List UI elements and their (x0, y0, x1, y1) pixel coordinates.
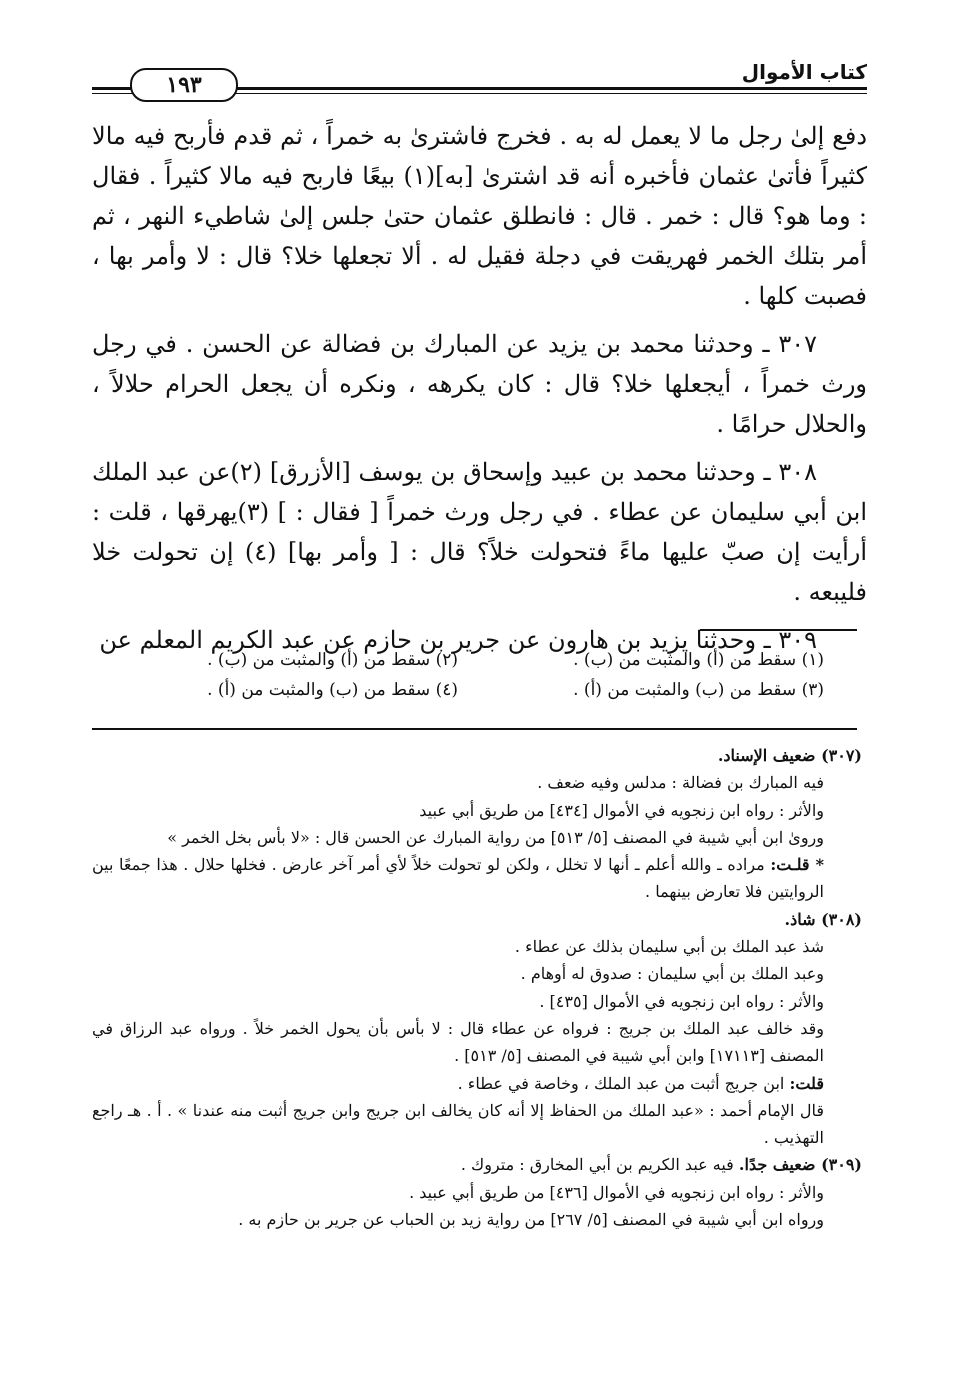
commentary (92, 742, 862, 1233)
heading-307: (٣٠٧) ضعيف الإسناد. (717, 746, 862, 765)
note-308-2: وعبد الملك بن أبي سليمان : صدوق له أوهام . (520, 964, 824, 984)
footnote-2: (٢) سقط من (أ) والمثبت من (ب) . (207, 650, 458, 670)
book-title: كتاب الأموال (741, 60, 867, 84)
footnote-1: (١) سقط من (أ) والمثبت من (ب) . (573, 650, 824, 670)
note-309-1: والأثر : رواه ابن زنجويه في الأموال [٤٣٦] من طريق أبي عبيد . (409, 1182, 824, 1202)
note-309-0: فيه عبد الكريم بن أبي المخارق : متروك . (460, 1155, 734, 1175)
note-text: ابن جريج أثبت من عبد الملك ، وخاصة في عطاء . (457, 1073, 785, 1093)
paragraph-continued: دفع إلىٰ رجل ما لا يعمل له به . فخرج فاشترىٰ به خمراً ، ثم قدم فأربح فيه مالا كثيراً فأتىٰ عثمان فأخبره أنه قد اشترىٰ [به](١) بيعًا فاربح فيه مالا كثيراً . فقال : وما هو؟ قال : خمر . قال : فانطلق عثمان حتىٰ جلس إلىٰ شاطيء النهر ، ثم أمر بتلك الخمر فهريقت في دجلة فقيل له . ألا تجعلها خلا؟ قال : لا وأمر بها ، فصبت كلها . (92, 122, 868, 310)
note-text: مراده ـ والله أعلم ـ أنها لا تخلل ، ولكن لو تحولت خلاً لأي أمر آخر عارض . فخلها حلال . هذا جمعًا بين الروايتين فلا تعارض بينهما . (92, 855, 824, 902)
heading-309: (٣٠٩) ضعيف جدًا. (738, 1155, 862, 1175)
page-number: ١٩٣ (130, 68, 238, 102)
note-308-1: شذ عبد الملك بن أبي سليمان بذلك عن عطاء . (514, 937, 824, 957)
note-308-4: وقد خالف عبد الملك بن جريج : فرواه عن عطاء قال : لا بأس بأن يحول الخمر خلاً . ورواه عبد الرزاق في المصنف [١٧١١٣] وابن أبي شيبة في المصنف [٥/ ٥١٣] . (92, 1018, 824, 1066)
hadith-308: ٣٠٨ ـ وحدثنا محمد بن عبيد وإسحاق بن يوسف [الأزرق] (٢)عن عبد الملك ابن أبي سليمان عن عطاء . في رجل ورث خمراً [ فقال : ] (٣)يهرقها ، قلت : أرأيت إن صبّ عليها ماءً فتحولت خلاً؟ قال : [ وأمر بها] (٤) إن تحولت خلا فليبعه . (92, 458, 867, 606)
note-307-3: ورویٰ ابن أبي شيبة في المصنف [٥/ ٥١٣] من رواية المبارك عن الحسن قال : «لا بأس بخل الخمر » (167, 827, 824, 847)
main-text (92, 116, 867, 668)
commentary-separator (92, 728, 857, 730)
heading-309-line (92, 1151, 862, 1178)
footnotes (92, 645, 862, 705)
hadith-309: ٣٠٩ ـ وحدثنا يزيد بن هارون عن جرير بن حازم عن عبد الكريم المعلم عن (99, 626, 817, 654)
note-308-6: قال الإمام أحمد : «عبد الملك من الحفاظ إلا أنه كان يخالف ابن جريج وابن جريج أثبت منه عندنا » . أ . هـ راجع التهذيب . (92, 1100, 824, 1148)
note-label: * قلـت: (770, 855, 825, 875)
footnote-3: (٣) سقط من (ب) والمثبت من (أ) . (573, 680, 824, 700)
footnote-separator (700, 629, 857, 631)
page-header (92, 58, 867, 100)
heading-308: (٣٠٨) شاذ. (784, 909, 862, 929)
note-308-5 (92, 1070, 862, 1097)
note-307-2: والأثر : رواه ابن زنجويه في الأموال [٤٣٤] من طريق أبي عبيد (419, 800, 824, 820)
note-307-1: فيه المبارك بن فضالة : مدلس وفيه ضعف . (537, 773, 824, 793)
footnote-4: (٤) سقط من (ب) والمثبت من (أ) . (207, 680, 458, 700)
hadith-307: ٣٠٧ ـ وحدثنا محمد بن يزيد عن المبارك بن فضالة عن الحسن . في رجل ورث خمراً ، أيجعلها خلا؟ قال : كان يكرهه ، ونكره أن يجعل الحرام حلالاً ، والحلال حرامًا . (92, 330, 867, 438)
note-308-3: والأثر : رواه ابن زنجويه في الأموال [٤٣٥] . (539, 991, 824, 1011)
note-309-2: ورواه ابن أبي شيبة في المصنف [٥/ ٢٦٧] من رواية زيد بن الحباب عن جرير بن حازم به . (238, 1210, 824, 1230)
note-307-4 (92, 851, 862, 906)
note-label: قلت: (789, 1073, 824, 1093)
